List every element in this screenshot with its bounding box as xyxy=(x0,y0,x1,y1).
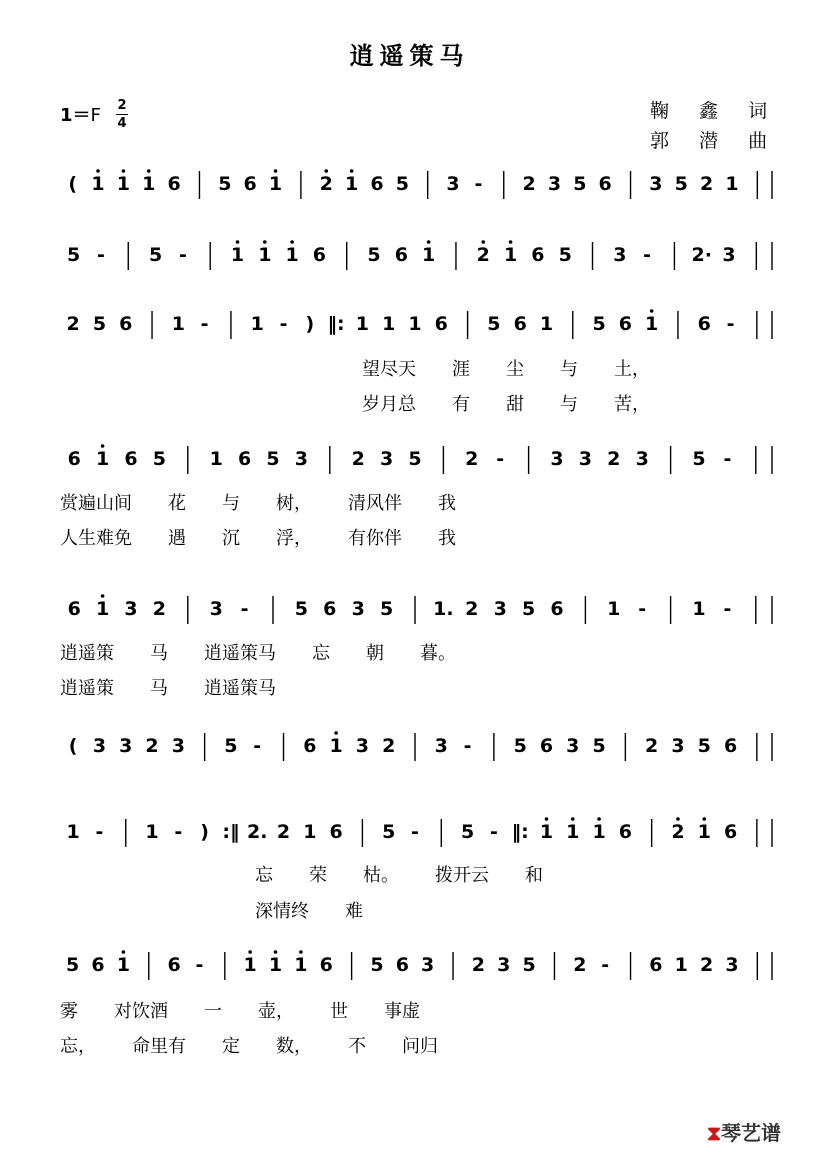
note-token: 5 xyxy=(370,954,384,976)
lyric-line: 岁月总 有 甜 与 苦， xyxy=(362,394,650,415)
octave-dot xyxy=(350,169,354,173)
note-token: 2 xyxy=(319,173,333,195)
note-token: 3 xyxy=(547,173,562,195)
note-token: 1 xyxy=(95,598,110,620)
note-token: 5 xyxy=(487,313,501,335)
octave-dot xyxy=(334,731,338,735)
note-token: 3 xyxy=(550,448,564,470)
note-token: 5 xyxy=(460,821,475,843)
note-token: 1 xyxy=(243,954,257,976)
lyric-line: 雾 对饮酒 一 壶， 世 事虚 xyxy=(60,1001,420,1022)
note-token: ) xyxy=(200,821,209,843)
lyricist-credit: 鞠 鑫 词 xyxy=(650,100,780,122)
note-token: 5 xyxy=(218,173,232,195)
score-row xyxy=(68,169,772,199)
lyric-line: 望尽天 涯 尘 与 土， xyxy=(362,359,650,380)
note-token: 5 xyxy=(592,313,606,335)
note-token: 3 xyxy=(92,735,107,757)
note-token: 3 xyxy=(209,598,223,620)
note-token: 1 xyxy=(268,954,283,976)
note-token: 6 xyxy=(618,313,632,335)
note-token: 2 xyxy=(645,735,659,757)
note-token: 1 xyxy=(503,244,518,266)
octave-dot xyxy=(248,950,252,954)
composer-credit: 郭 潜 曲 xyxy=(650,130,780,152)
note-token: 6 xyxy=(91,954,105,976)
note-token: ‖: xyxy=(511,821,529,843)
note-token: 5 xyxy=(92,313,107,335)
note-token: 5 xyxy=(513,735,527,757)
note-token: - xyxy=(200,313,209,335)
note-token: 1 xyxy=(116,954,131,976)
note-token: 5 xyxy=(521,598,536,620)
lyric-line: 逍遥策 马 逍遥策马 忘 朝 暮。 xyxy=(60,643,456,664)
note-token: ) xyxy=(305,313,315,335)
note-token: 1 xyxy=(355,313,370,335)
lyric-line: 人生难免 遇 沉 浮， 有你伴 我 xyxy=(60,528,456,549)
note-token: 5 xyxy=(395,173,409,195)
note-token: - xyxy=(474,173,483,195)
score-row xyxy=(69,731,772,761)
song-title: 逍遥策马 xyxy=(349,41,470,70)
octave-dot xyxy=(236,240,240,244)
score-row xyxy=(60,444,772,549)
note-token: 6 xyxy=(539,735,554,757)
logo-mark-icon: ⧗ xyxy=(707,1121,722,1145)
time-signature: 2 4 xyxy=(117,98,127,131)
note-token: 6 xyxy=(323,598,337,620)
note-token: 1. xyxy=(433,598,454,620)
note-token: 3 xyxy=(124,598,138,620)
note-token: 3 xyxy=(119,735,133,757)
note-token: 5 xyxy=(674,173,688,195)
octave-dot xyxy=(545,817,549,821)
note-token: - xyxy=(279,313,288,335)
note-token: 2 xyxy=(607,448,621,470)
note-token: 6 xyxy=(550,598,564,620)
note-token: - xyxy=(97,244,105,266)
note-token: 6 xyxy=(312,244,327,266)
note-token: 2 xyxy=(476,244,490,266)
note-token: 6 xyxy=(124,448,138,470)
note-token: 5 xyxy=(152,448,167,470)
note-token: - xyxy=(601,954,610,976)
lyric-line: 忘， 命里有 定 数， 不 问归 xyxy=(60,1036,438,1057)
note-token: 1 xyxy=(566,821,580,843)
note-token: 6 xyxy=(303,735,317,757)
octave-dot xyxy=(274,169,278,173)
note-token: 5 xyxy=(294,598,309,620)
note-token: 2 xyxy=(465,598,479,620)
octave-dot xyxy=(481,240,485,244)
note-token: 3 xyxy=(171,735,185,757)
note-token: - xyxy=(489,821,498,843)
note-token: 6 xyxy=(618,821,632,843)
note-token: 1 xyxy=(329,735,343,757)
note-token: 3 xyxy=(578,448,593,470)
note-token: 6 xyxy=(434,313,448,335)
note-token: 3 xyxy=(497,954,511,976)
note-token: - xyxy=(463,735,472,757)
note-token: 3 xyxy=(671,735,685,757)
note-token: 1 xyxy=(171,313,185,335)
note-token: 1 xyxy=(725,173,739,195)
note-token: 2 xyxy=(522,173,536,195)
note-token: 6 xyxy=(723,821,738,843)
note-token: 1 xyxy=(607,598,621,620)
lyric-line: 深情终 难 xyxy=(255,901,363,922)
note-token: 6 xyxy=(167,954,181,976)
score-row xyxy=(60,594,772,699)
note-token: 6 xyxy=(237,448,252,470)
note-token: 2. xyxy=(246,821,268,843)
note-token: 6 xyxy=(649,954,663,976)
note-token: - xyxy=(723,598,732,620)
octave-dot xyxy=(571,817,575,821)
note-token: 3 xyxy=(379,448,394,470)
octave-dot xyxy=(290,240,294,244)
note-token: 1 xyxy=(645,313,659,335)
note-token: 1 xyxy=(294,954,308,976)
note-token: 3 xyxy=(613,244,627,266)
octave-dot xyxy=(597,817,601,821)
note-token: - xyxy=(411,821,419,843)
note-token: 1 xyxy=(539,313,554,335)
octave-dot xyxy=(122,169,126,173)
note-token: :‖ xyxy=(222,821,240,843)
octave-dot xyxy=(324,169,328,173)
note-token: - xyxy=(253,735,262,757)
note-token: 1 xyxy=(674,954,688,976)
note-token: 5 xyxy=(148,244,163,266)
note-token: 2 xyxy=(66,313,80,335)
note-token: 1 xyxy=(303,821,317,843)
note-token: 5 xyxy=(408,448,422,470)
note-token: 1 xyxy=(268,173,283,195)
octave-dot xyxy=(702,817,706,821)
note-token: 2 xyxy=(465,448,479,470)
note-token: 1 xyxy=(408,313,422,335)
lyric-line: 逍遥策 马 逍遥策马 xyxy=(60,678,276,699)
note-token: 2 xyxy=(351,448,365,470)
note-token: 5 xyxy=(573,173,587,195)
key-signature: 1＝F xyxy=(60,105,101,126)
note-token: 5 xyxy=(692,448,706,470)
note-token: - xyxy=(638,598,647,620)
note-token: 3 xyxy=(355,735,370,757)
note-token: 1 xyxy=(539,821,554,843)
note-token: - xyxy=(178,244,187,266)
note-token: 2· xyxy=(691,244,712,266)
note-token: 2 xyxy=(573,954,587,976)
note-token: 5 xyxy=(224,735,238,757)
note-token: 6 xyxy=(531,244,545,266)
note-token: 1 xyxy=(344,173,359,195)
note-token: - xyxy=(174,821,183,843)
octave-dot xyxy=(427,240,431,244)
note-token: 3 xyxy=(566,735,580,757)
octave-dot xyxy=(147,169,151,173)
octave-dot xyxy=(274,950,278,954)
note-token: 1 xyxy=(95,448,110,470)
score-row xyxy=(67,309,772,415)
note-token: 2 xyxy=(382,735,396,757)
note-token: - xyxy=(240,598,249,620)
note-token: 5 xyxy=(697,735,711,757)
note-token: 3 xyxy=(649,173,663,195)
note-token: 5 xyxy=(379,598,394,620)
note-token: 6 xyxy=(243,173,257,195)
note-token: 5 xyxy=(558,244,572,266)
lyric-line: 赏遍山间 花 与 树， 清风伴 我 xyxy=(60,493,456,514)
note-token: 3 xyxy=(351,598,365,620)
note-token: 1 xyxy=(209,448,223,470)
note-token: 5 xyxy=(67,244,81,266)
note-token: 5 xyxy=(266,448,280,470)
note-token: 2 xyxy=(145,735,159,757)
note-token: 2 xyxy=(671,821,685,843)
note-token: - xyxy=(723,448,732,470)
note-token: 3 xyxy=(421,954,435,976)
note-token: 5 xyxy=(522,954,536,976)
note-token: 1 xyxy=(142,173,156,195)
note-token: 2 xyxy=(471,954,486,976)
note-token: 3 xyxy=(434,735,448,757)
note-token: 3 xyxy=(635,448,649,470)
note-token: ( xyxy=(68,735,78,757)
note-token: 6 xyxy=(67,448,81,470)
note-token: 6 xyxy=(329,821,343,843)
note-token: 6 xyxy=(119,313,133,335)
note-token: - xyxy=(195,954,204,976)
site-logo: ⧗琴艺谱 xyxy=(707,1121,782,1145)
note-token: 1 xyxy=(116,173,131,195)
note-token: 2 xyxy=(699,173,714,195)
note-token: 5 xyxy=(367,244,381,266)
note-token: 1 xyxy=(422,244,436,266)
lyric-line: 忘 荣 枯。 拨开云 和 xyxy=(255,865,543,886)
note-token: - xyxy=(95,821,104,843)
note-token: 6 xyxy=(697,313,711,335)
note-token: 1 xyxy=(91,173,105,195)
note-token: 6 xyxy=(513,313,527,335)
note-token: 3 xyxy=(725,954,739,976)
octave-dot xyxy=(101,444,105,448)
note-token: 3 xyxy=(493,598,507,620)
note-token: 1 xyxy=(66,821,80,843)
note-token: 5 xyxy=(592,735,606,757)
note-token: - xyxy=(643,244,652,266)
octave-dot xyxy=(676,817,680,821)
note-token: 6 xyxy=(598,173,612,195)
note-token: 1 xyxy=(692,598,706,620)
octave-dot xyxy=(509,240,513,244)
score-row xyxy=(67,817,772,922)
note-token: 6 xyxy=(723,735,738,757)
note-token: 6 xyxy=(395,954,409,976)
note-token: 2 xyxy=(699,954,714,976)
octave-dot xyxy=(263,240,267,244)
note-token: 5 xyxy=(66,954,80,976)
note-token: ‖: xyxy=(327,313,345,335)
note-token: 6 xyxy=(394,244,408,266)
note-token: ( xyxy=(68,173,78,195)
note-token: 1 xyxy=(145,821,159,843)
note-token: 1 xyxy=(230,244,245,266)
note-token: 3 xyxy=(722,244,736,266)
note-token: - xyxy=(726,313,735,335)
note-token: 2 xyxy=(276,821,291,843)
note-token: 2 xyxy=(152,598,167,620)
note-token: 6 xyxy=(370,173,384,195)
octave-dot xyxy=(299,950,303,954)
note-token: 3 xyxy=(446,173,460,195)
note-token: 6 xyxy=(319,954,333,976)
score-row xyxy=(67,240,772,270)
note-token: 1 xyxy=(382,313,396,335)
octave-dot xyxy=(101,594,105,598)
octave-dot xyxy=(96,169,100,173)
note-token: 3 xyxy=(294,448,309,470)
score-row xyxy=(60,950,772,1057)
note-token: - xyxy=(496,448,505,470)
note-token: 5 xyxy=(382,821,396,843)
octave-dot xyxy=(650,309,654,313)
note-token: 1 xyxy=(285,244,299,266)
note-token: 1 xyxy=(697,821,711,843)
octave-dot xyxy=(122,950,126,954)
note-token: 1 xyxy=(250,313,264,335)
note-token: 6 xyxy=(67,598,81,620)
note-token: 6 xyxy=(167,173,181,195)
note-token: 1 xyxy=(592,821,606,843)
note-token: 1 xyxy=(258,244,272,266)
